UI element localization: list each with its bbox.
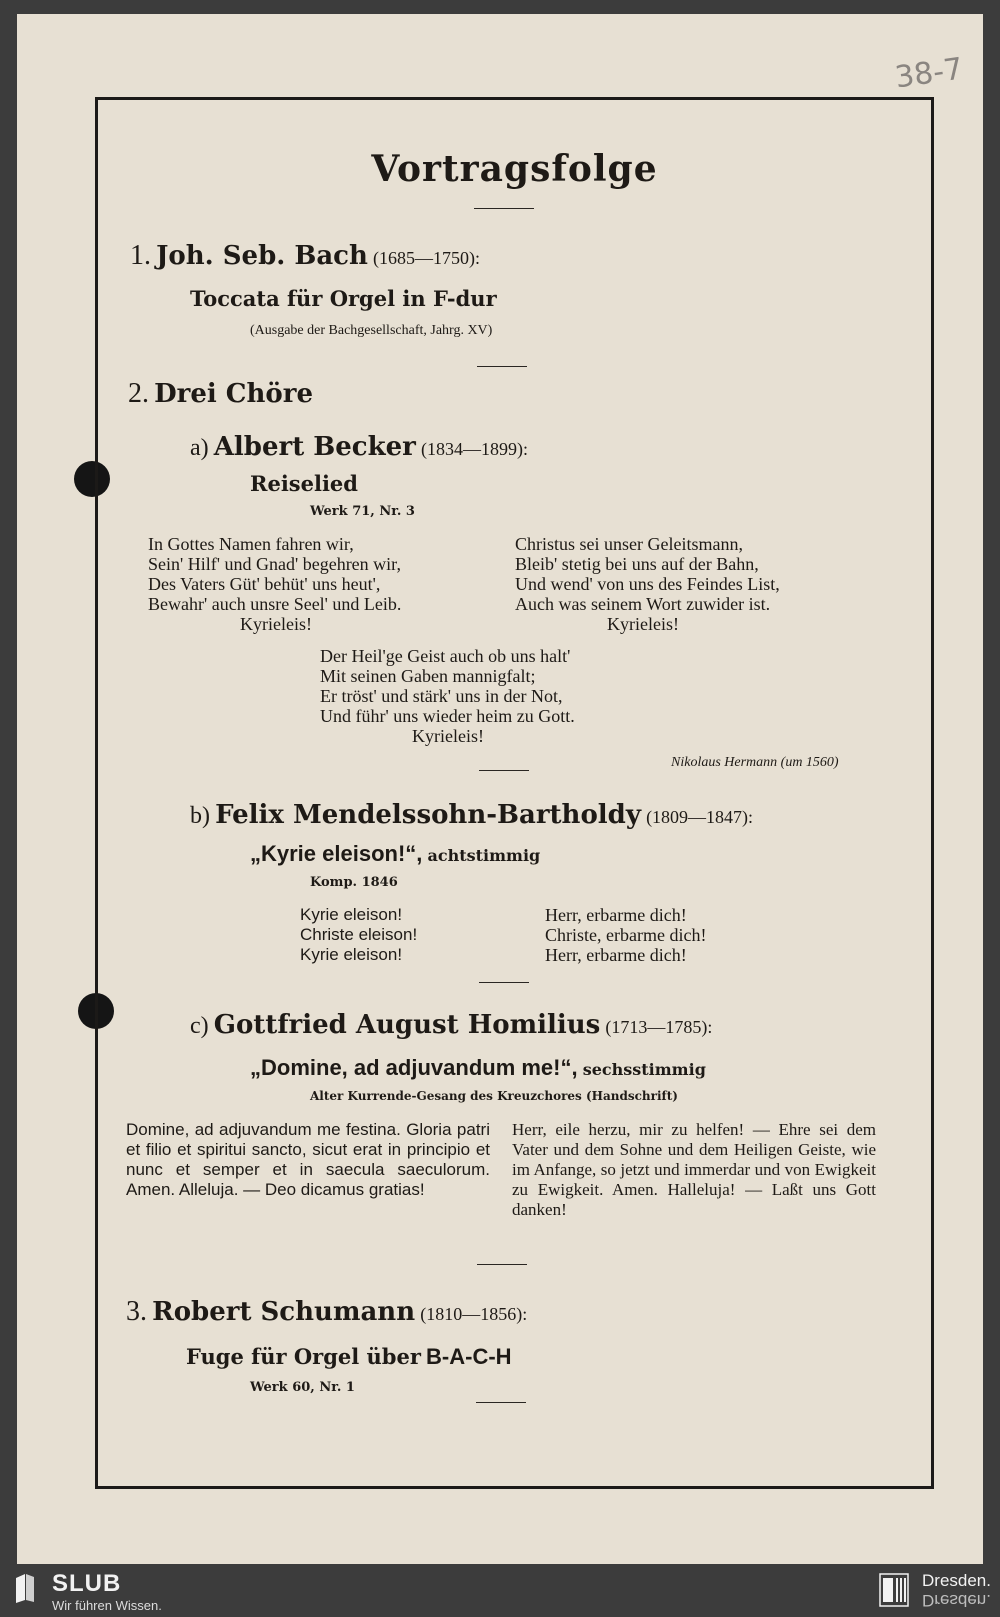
divider bbox=[477, 1264, 527, 1265]
verse-line: Bewahr' auch unsre Seel' und Leib. bbox=[148, 594, 402, 614]
city-name-reflection: Dresden. bbox=[922, 1591, 991, 1610]
divider bbox=[477, 366, 527, 367]
city-crest-icon[interactable] bbox=[879, 1573, 909, 1607]
composer-dates: (1685—1750): bbox=[373, 248, 480, 268]
program-sheet bbox=[17, 14, 983, 1564]
work-notes: B-A-C-H bbox=[426, 1344, 512, 1369]
work-title: Fuge für Orgel über bbox=[186, 1344, 421, 1369]
viewer-footer bbox=[0, 1565, 1000, 1617]
composer-name: Albert Becker bbox=[213, 432, 416, 462]
verse-stanza-3 bbox=[320, 646, 575, 746]
item2c-heading bbox=[190, 1010, 712, 1040]
latin-text bbox=[300, 905, 417, 965]
text-line: Kyrie eleison! bbox=[300, 905, 403, 924]
item-number: 1. bbox=[130, 240, 151, 271]
library-brand[interactable]: SLUB bbox=[52, 1570, 122, 1597]
voice-count: sechsstimmig bbox=[582, 1060, 706, 1079]
work-title-line bbox=[250, 1055, 706, 1081]
opus-number: Werk 71, Nr. 3 bbox=[310, 504, 415, 519]
verse-stanza-1 bbox=[148, 534, 401, 634]
refrain: Kyrieleis! bbox=[412, 726, 484, 746]
item2a-heading bbox=[190, 432, 528, 462]
verse-line: Auch was seinem Wort zuwider ist. bbox=[515, 594, 771, 614]
verse-line: Mit seinen Gaben mannigfalt; bbox=[320, 666, 536, 686]
refrain: Kyrieleis! bbox=[607, 614, 679, 634]
verse-line: Er tröst' und stärk' uns in der Not, bbox=[320, 686, 563, 706]
section-heading: Drei Chöre bbox=[154, 379, 313, 409]
edition-note: (Ausgabe der Bachgesellschaft, Jahrg. XV) bbox=[250, 323, 493, 338]
verse-line: Sein' Hilf' und Gnad' begehren wir, bbox=[148, 554, 401, 574]
sub-letter: b) bbox=[190, 803, 210, 829]
item1-heading bbox=[130, 240, 480, 272]
divider bbox=[479, 982, 529, 983]
work-title: Toccata für Orgel in F-dur bbox=[190, 286, 497, 311]
verse-line: In Gottes Namen fahren wir, bbox=[148, 534, 354, 554]
composition-year: Komp. 1846 bbox=[310, 875, 398, 890]
verse-stanza-2 bbox=[515, 534, 780, 634]
verse-line: Und wend' von uns des Feindes List, bbox=[515, 574, 780, 594]
divider bbox=[476, 1402, 526, 1403]
verse-line: Des Vaters Güt' behüt' uns heut', bbox=[148, 574, 381, 594]
text-line: Christe, erbarme dich! bbox=[545, 925, 707, 945]
item3-heading bbox=[126, 1296, 527, 1328]
city-name: Dresden. bbox=[922, 1571, 991, 1590]
sub-letter: a) bbox=[190, 435, 209, 461]
content-frame bbox=[95, 97, 934, 1489]
sub-letter: c) bbox=[190, 1013, 209, 1039]
text-line: Christe eleison! bbox=[300, 925, 418, 944]
work-title-line bbox=[186, 1344, 512, 1370]
source-note: Alter Kurrende-Gesang des Kreuzchores (Handschrift) bbox=[310, 1089, 678, 1103]
divider bbox=[474, 208, 534, 209]
composer-dates: (1713—1785): bbox=[605, 1017, 713, 1037]
composer-dates: (1810—1856): bbox=[420, 1304, 528, 1324]
verse-line: Christus sei unser Geleitsmann, bbox=[515, 534, 743, 554]
lyricist-credit: Nikolaus Hermann (um 1560) bbox=[671, 755, 839, 770]
composer-name: Robert Schumann bbox=[152, 1297, 416, 1327]
work-title: „Domine, ad adjuvandum me!“, bbox=[250, 1055, 578, 1080]
handwritten-archive-number: 38-7 bbox=[892, 51, 966, 96]
work-title: „Kyrie eleison!“, bbox=[250, 841, 423, 866]
item-number: 2. bbox=[128, 378, 149, 409]
verse-line: Bleib' stetig bei uns auf der Bahn, bbox=[515, 554, 759, 574]
item-number: 3. bbox=[126, 1296, 147, 1327]
opus-number: Werk 60, Nr. 1 bbox=[250, 1380, 355, 1395]
composer-name: Gottfried August Homilius bbox=[213, 1010, 601, 1040]
page-title: Vortragsfolge bbox=[371, 148, 658, 190]
refrain: Kyrieleis! bbox=[240, 614, 312, 634]
text-line: Kyrie eleison! bbox=[300, 945, 403, 964]
latin-text: Domine, ad adjuvandum me festina. Gloria patri et filio et spiritui sancto, sicut erat in principio et nunc et semper et in saecula saeculorum. Amen. Alleluja. — Deo dicamus gratias! bbox=[126, 1120, 490, 1199]
verse-line: Und führ' uns wieder heim zu Gott. bbox=[320, 706, 575, 726]
composer-name: Felix Mendelssohn-Bartholdy bbox=[215, 800, 641, 830]
verse-line: Der Heil'ge Geist auch ob uns halt' bbox=[320, 646, 571, 666]
german-translation bbox=[545, 905, 706, 965]
library-tagline: Wir führen Wissen. bbox=[52, 1598, 162, 1613]
composer-name: Joh. Seb. Bach bbox=[156, 241, 368, 271]
work-title: Reiselied bbox=[250, 471, 358, 496]
item2-heading bbox=[128, 378, 313, 410]
text-line: Herr, erbarme dich! bbox=[545, 905, 687, 925]
voice-count: achtstimmig bbox=[427, 846, 541, 865]
composer-dates: (1809—1847): bbox=[646, 807, 754, 827]
item2b-heading bbox=[190, 800, 753, 830]
divider bbox=[479, 770, 529, 771]
book-icon[interactable] bbox=[14, 1572, 36, 1604]
german-translation: Herr, eile herzu, mir zu helfen! — Ehre sei dem Vater und dem Sohne und dem Heiligen Geiste, wie im Anfange, so jetzt und immerdar und von Ewigkeit zu Ewigkeit. Amen. Halleluja! — Laßt uns Gott danken! bbox=[512, 1120, 876, 1219]
work-title-line bbox=[250, 841, 540, 867]
composer-dates: (1834—1899): bbox=[420, 439, 528, 459]
text-line: Herr, erbarme dich! bbox=[545, 945, 687, 965]
